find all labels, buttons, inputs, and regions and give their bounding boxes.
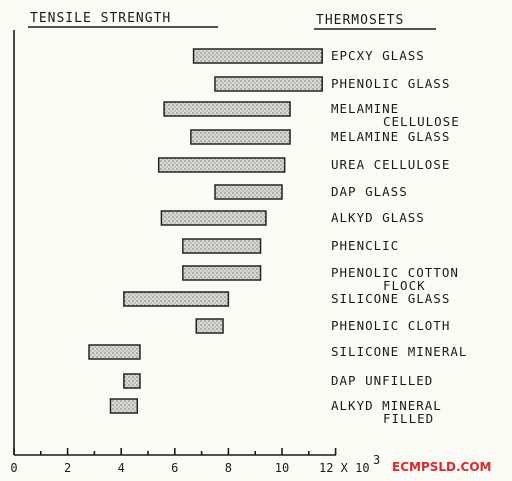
bar-11 xyxy=(89,345,140,359)
category-label-10: PHENOLIC CLOTH xyxy=(331,318,451,333)
category-label-8-line1: FLOCK xyxy=(383,278,426,293)
x-axis-unit-label: 12 X 10 xyxy=(319,461,370,475)
bar-4 xyxy=(159,158,285,172)
bar-8 xyxy=(183,266,261,280)
x-axis-unit-exponent: 3 xyxy=(373,453,381,467)
category-label-13: ALKYD MINERAL xyxy=(331,398,442,413)
bar-10 xyxy=(196,319,223,333)
chart-title-right: THERMOSETS xyxy=(316,13,405,28)
bar-6 xyxy=(161,211,266,225)
category-label-3: MELAMINE GLASS xyxy=(331,129,451,144)
category-label-8: PHENOLIC COTTON xyxy=(331,265,459,280)
category-label-9: SILICONE GLASS xyxy=(331,291,451,306)
bar-13 xyxy=(110,399,137,413)
category-label-4: UREA CELLULOSE xyxy=(331,157,451,172)
x-tick-label-5: 10 xyxy=(274,461,290,475)
chart-title-left: TENSILE STRENGTH xyxy=(30,11,172,26)
bar-9 xyxy=(124,292,229,306)
bar-5 xyxy=(215,185,282,199)
category-label-5: DAP GLASS xyxy=(331,184,408,199)
category-label-13-line1: FILLED xyxy=(383,411,435,426)
category-labels-group xyxy=(331,48,467,426)
bars-group xyxy=(89,49,322,413)
bar-0 xyxy=(194,49,323,63)
x-tick-label-2: 4 xyxy=(117,461,125,475)
bar-2 xyxy=(164,102,290,116)
category-label-6: ALKYD GLASS xyxy=(331,210,425,225)
category-label-11: SILICONE MINERAL xyxy=(331,344,468,359)
x-tick-label-3: 6 xyxy=(171,461,179,475)
bar-12 xyxy=(124,374,140,388)
category-label-1: PHENOLIC GLASS xyxy=(331,76,451,91)
category-label-0: EPCXY GLASS xyxy=(331,48,425,63)
watermark: ECMPSLD.COM xyxy=(392,460,492,474)
category-label-12: DAP UNFILLED xyxy=(331,373,434,388)
category-label-2: MELAMINE xyxy=(331,101,400,116)
x-tick-label-0: 0 xyxy=(10,461,18,475)
x-ticks-group xyxy=(10,448,335,475)
bar-1 xyxy=(215,77,322,91)
bar-7 xyxy=(183,239,261,253)
x-tick-label-1: 2 xyxy=(63,461,72,475)
category-label-7: PHENCLIC xyxy=(331,238,400,253)
x-tick-label-4: 8 xyxy=(224,461,233,475)
category-label-2-line1: CELLULOSE xyxy=(383,114,460,129)
bar-3 xyxy=(191,130,290,144)
